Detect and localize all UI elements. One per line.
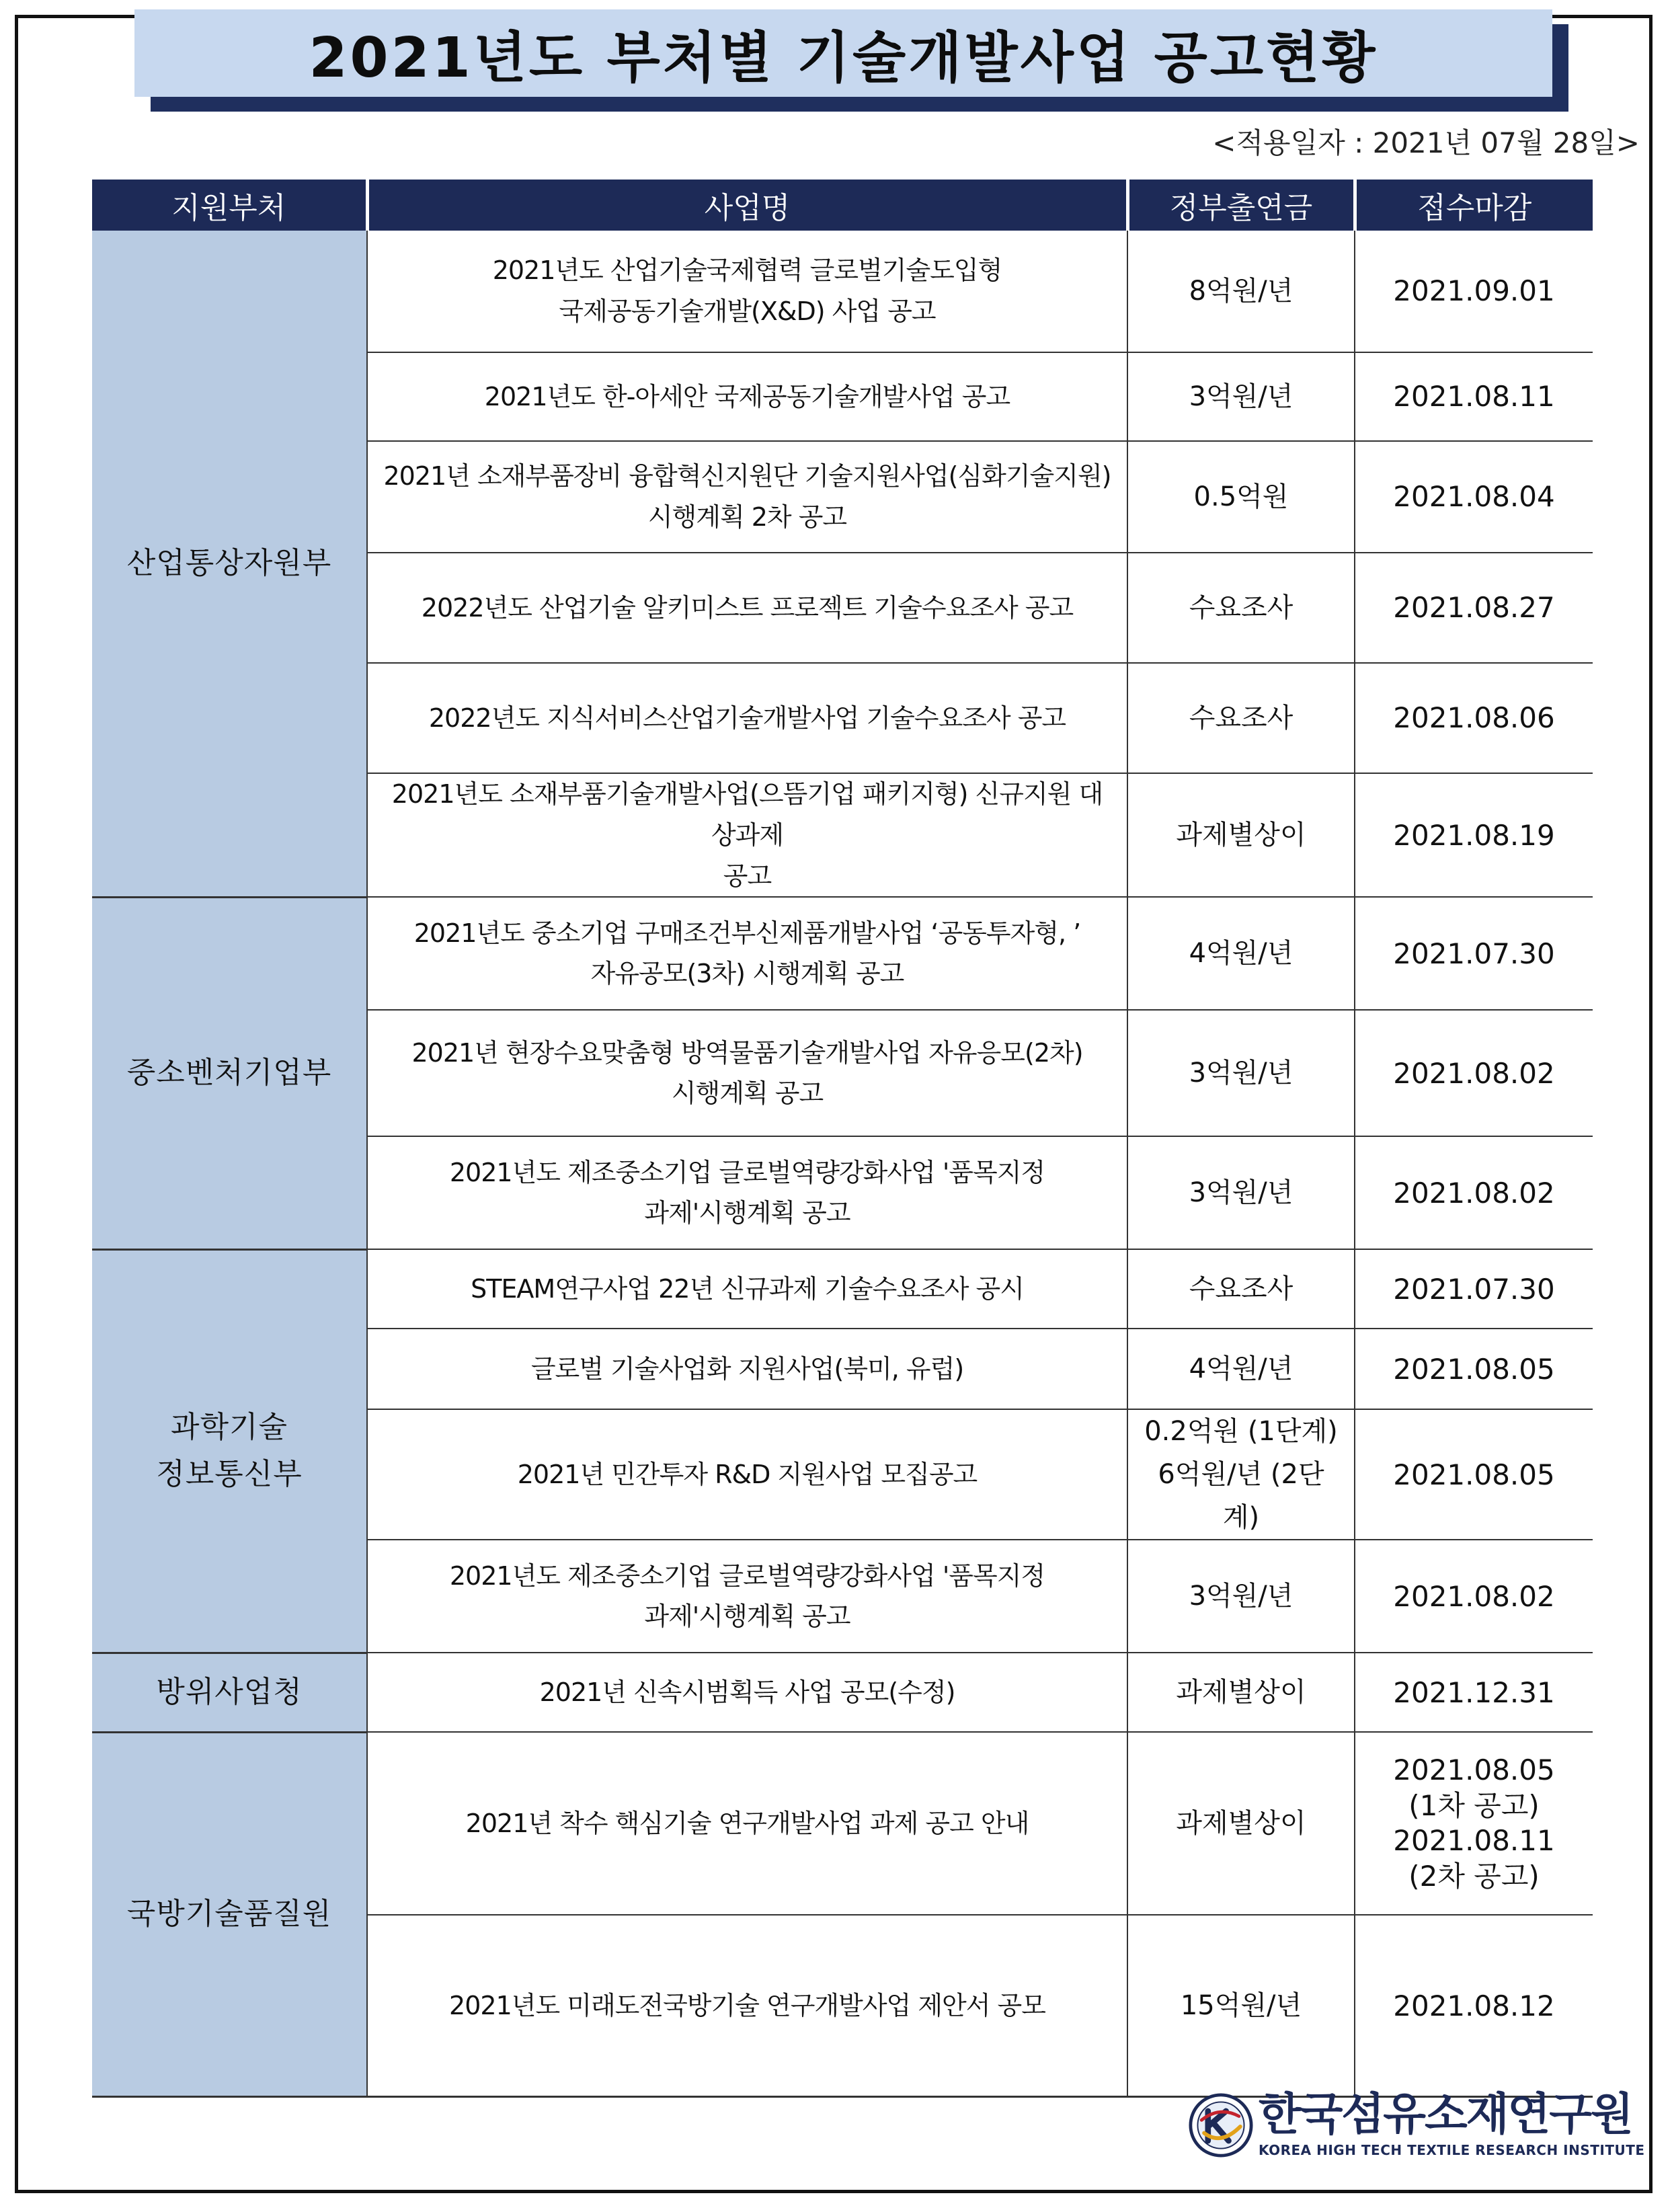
funding-cell: 4억원/년	[1127, 1329, 1355, 1409]
table-row	[92, 231, 1593, 352]
page-title: 2021년도 부처별 기술개발사업 공고현황	[134, 9, 1552, 97]
funding-cell: 수요조사	[1127, 553, 1355, 663]
project-cell: STEAM연구사업 22년 신규과제 기술수요조사 공시	[367, 1249, 1127, 1329]
dept-cell: 중소벤처기업부	[92, 897, 367, 1249]
table-row	[92, 1732, 1593, 1915]
dept-cell: 산업통상자원부	[92, 231, 367, 897]
funding-cell: 과제별상이	[1127, 1732, 1355, 1915]
funding-cell: 0.5억원	[1127, 441, 1355, 553]
announcement-table	[92, 180, 1593, 2098]
funding-cell: 8억원/년	[1127, 231, 1355, 352]
funding-cell: 15억원/년	[1127, 1915, 1355, 2096]
project-cell: 2021년도 제조중소기업 글로벌역량강화사업 '품목지정 과제'시행계획 공고	[367, 1540, 1127, 1653]
funding-cell: 3억원/년	[1127, 1010, 1355, 1136]
deadline-cell: 2021.09.01	[1355, 231, 1593, 352]
project-cell: 2021년 현장수요맞춤형 방역물품기술개발사업 자유응모(2차) 시행계획 공고	[367, 1010, 1127, 1136]
deadline-cell: 2021.08.11	[1355, 352, 1593, 441]
funding-cell: 수요조사	[1127, 1249, 1355, 1329]
funding-cell: 3억원/년	[1127, 352, 1355, 441]
header-dept: 지원부처	[92, 180, 367, 231]
deadline-cell: 2021.08.05	[1355, 1329, 1593, 1409]
project-cell: 2021년도 한-아세안 국제공동기술개발사업 공고	[367, 352, 1127, 441]
project-cell: 글로벌 기술사업화 지원사업(북미, 유럽)	[367, 1329, 1127, 1409]
deadline-cell: 2021.12.31	[1355, 1653, 1593, 1732]
project-cell: 2021년도 중소기업 구매조건부신제품개발사업 ‘공동투자형, ’ 자유공모(3차) 시행계획 공고	[367, 897, 1127, 1010]
deadline-cell: 2021.08.27	[1355, 553, 1593, 663]
funding-cell: 과제별상이	[1127, 773, 1355, 897]
header-project: 사업명	[367, 180, 1127, 231]
funding-cell: 4억원/년	[1127, 897, 1355, 1010]
funding-cell: 3억원/년	[1127, 1540, 1355, 1653]
deadline-cell: 2021.08.06	[1355, 663, 1593, 773]
deadline-cell: 2021.08.05 (1차 공고) 2021.08.11 (2차 공고)	[1355, 1732, 1593, 1915]
institute-emblem-icon	[1189, 2093, 1253, 2158]
project-cell: 2021년 민간투자 R&D 지원사업 모집공고	[367, 1409, 1127, 1540]
funding-cell: 과제별상이	[1127, 1653, 1355, 1732]
dept-cell: 과학기술 정보통신부	[92, 1249, 367, 1653]
project-cell: 2021년도 산업기술국제협력 글로벌기술도입형 국제공동기술개발(X&D) 사업 공고	[367, 231, 1127, 352]
deadline-cell: 2021.08.02	[1355, 1540, 1593, 1653]
dept-cell: 국방기술품질원	[92, 1732, 367, 2096]
institute-logo	[1189, 2088, 1645, 2158]
effective-date: <적용일자 : 2021년 07월 28일>	[1212, 126, 1640, 159]
project-cell: 2021년 소재부품장비 융합혁신지원단 기술지원사업(심화기술지원) 시행계획 2차 공고	[367, 441, 1127, 553]
deadline-cell: 2021.08.19	[1355, 773, 1593, 897]
deadline-cell: 2021.07.30	[1355, 1249, 1593, 1329]
deadline-cell: 2021.08.05	[1355, 1409, 1593, 1540]
deadline-cell: 2021.08.02	[1355, 1136, 1593, 1249]
funding-cell: 수요조사	[1127, 663, 1355, 773]
table-body	[92, 231, 1593, 2096]
table-row	[92, 897, 1593, 1010]
logo-korean-name: 한국섬유소재연구원	[1259, 2088, 1632, 2140]
deadline-cell: 2021.08.12	[1355, 1915, 1593, 2096]
table-row	[92, 1653, 1593, 1732]
header-funding: 정부출연금	[1127, 180, 1355, 231]
logo-english-name: KOREA HIGH TECH TEXTILE RESEARCH INSTITUTE	[1259, 2142, 1645, 2158]
deadline-cell: 2021.08.04	[1355, 441, 1593, 553]
table-header-row	[92, 180, 1593, 231]
project-cell: 2022년도 지식서비스산업기술개발사업 기술수요조사 공고	[367, 663, 1127, 773]
project-cell: 2021년도 제조중소기업 글로벌역량강화사업 '품목지정 과제'시행계획 공고	[367, 1136, 1127, 1249]
project-cell: 2022년도 산업기술 알키미스트 프로젝트 기술수요조사 공고	[367, 553, 1127, 663]
table-row	[92, 1249, 1593, 1329]
deadline-cell: 2021.07.30	[1355, 897, 1593, 1010]
header-deadline: 접수마감	[1355, 180, 1593, 231]
project-cell: 2021년 착수 핵심기술 연구개발사업 과제 공고 안내	[367, 1732, 1127, 1915]
project-cell: 2021년도 소재부품기술개발사업(으뜸기업 패키지형) 신규지원 대상과제 공고	[367, 773, 1127, 897]
deadline-cell: 2021.08.02	[1355, 1010, 1593, 1136]
funding-cell: 3억원/년	[1127, 1136, 1355, 1249]
project-cell: 2021년도 미래도전국방기술 연구개발사업 제안서 공모	[367, 1915, 1127, 2096]
project-cell: 2021년 신속시범획득 사업 공모(수정)	[367, 1653, 1127, 1732]
dept-cell: 방위사업청	[92, 1653, 367, 1732]
funding-cell: 0.2억원 (1단계) 6억원/년 (2단계)	[1127, 1409, 1355, 1540]
